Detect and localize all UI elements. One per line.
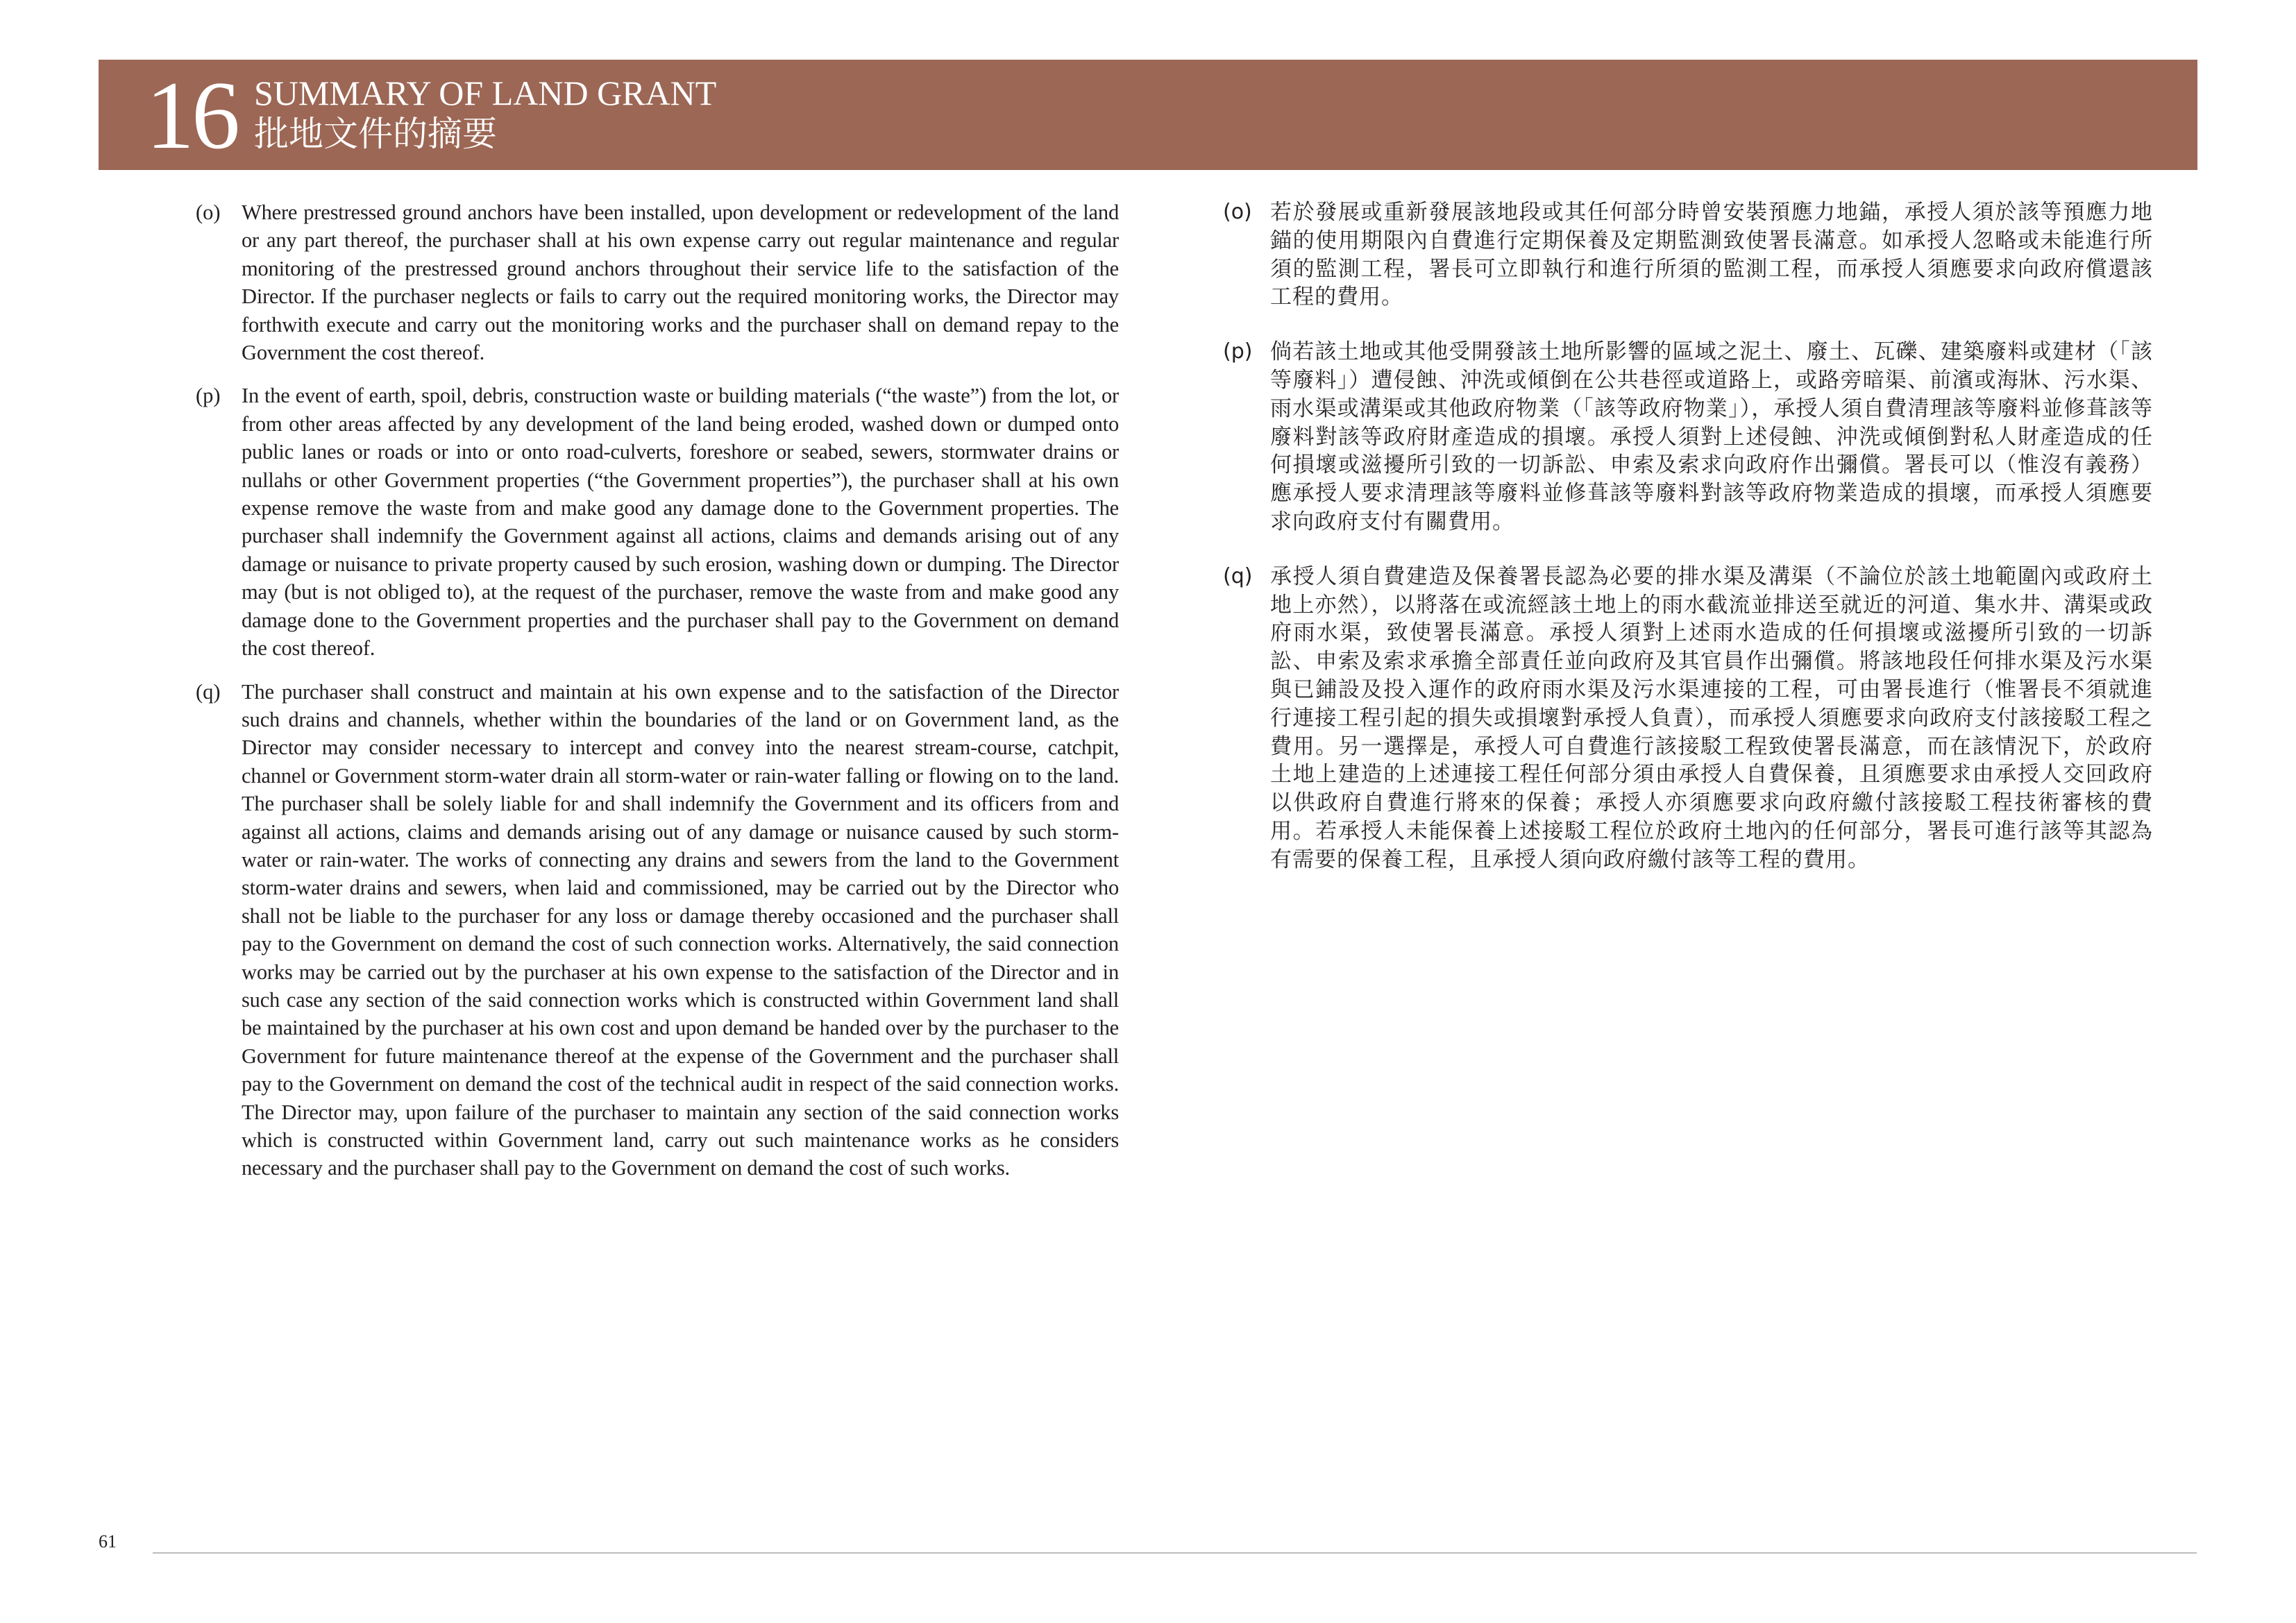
clause-marker: (q) — [1223, 563, 1253, 588]
clause-marker: (p) — [196, 384, 221, 408]
clause-text: 承授人須自費建造及保養署長認為必要的排水渠及溝渠（不論位於該土地範圍內或政府土地上亦然），以將落在或流經該土地上的雨水截流並排送至就近的河道、集水井、溝渠或政府雨水渠，致使署長滿意。承授人須對上述雨水造成的任何損壞或滋擾所引致的一切訴訟、申索及索求承擔全部責任並向政府及其官員作出彌償。將該地段任何排水渠及污水渠與已鋪設及投入運作的政府雨水渠及污水渠連接的工程，可由署長進行（惟署長不須就進行連接工程引起的損失或損壞對承授人負責），而承授人須應要求向政府支付該接駁工程之費用。另一選擇是，承授人可自費進行該接駁工程致使署長滿意，而在該情況下，於政府土地上建造的上述連接工程任何部分須由承授人自費保養，且須應要求由承授人交回政府以供政府自費進行將來的保養；承授人亦須應要求向政府繳付該接駁工程技術審核的費用。若承授人未能保養上述接駁工程位於政府土地內的任何部分，署長可進行該等其認為有需要的保養工程，且承授人須向政府繳付該等工程的費用。 — [1270, 563, 2153, 872]
section-number: 16 — [146, 62, 237, 169]
clause-text: In the event of earth, spoil, debris, construction waste or building materials (“the waste”) from the lot, or from other areas affected by any development of the land being eroded, washed down or dumped onto public lanes or roads or into or onto road-culverts, foreshore or seabed, sewers, stormwater drains or nullahs or other Government properties (“the Government properties”), the purchaser shall at his own expense remove the waste from and make good any damage done to the Government properties. The purchaser shall indemnify the Government against all actions, claims and demands arising out of any damage or nuisance to private property caused by such erosion, washing down or dumping. The Director may (but is not obliged to), at the request of the purchaser, remove the waste from and make good any damage done to the Government properties and the purchaser shall pay to the Government on demand the cost thereof. — [242, 384, 1119, 661]
page-number: 61 — [99, 1531, 117, 1552]
section-title-english: SUMMARY OF LAND GRANT — [254, 74, 717, 112]
clause-marker: (p) — [1223, 339, 1253, 364]
clause-text: 倘若該土地或其他受開發該土地所影響的區域之泥土、廢土、瓦礫、建築廢料或建材（「該等廢料」）遭侵蝕、沖洗或傾倒在公共巷徑或道路上，或路旁暗渠、前濱或海牀、污水渠、雨水渠或溝渠或其他政府物業（「該等政府物業」），承授人須自費清理該等廢料並修葺該等廢料對該等政府財產造成的損壞。承授人須對上述侵蝕、沖洗或傾倒對私人財產造成的任何損壞或滋擾所引致的一切訴訟、申索及索求向政府作出彌償。署長可以（惟沒有義務）應承授人要求清理該等廢料並修葺該等廢料對該等政府物業造成的損壞，而承授人須應要求向政府支付有關費用。 — [1270, 339, 2153, 534]
clause-o-chinese — [1223, 198, 2153, 312]
clause-p-chinese — [1223, 338, 2153, 536]
section-header-banner — [99, 60, 2197, 170]
footer-divider — [153, 1552, 2197, 1554]
section-title-chinese: 批地文件的摘要 — [254, 114, 497, 154]
clause-q-chinese — [1223, 563, 2153, 874]
chinese-column — [1223, 198, 2153, 901]
clause-marker: (q) — [196, 679, 221, 704]
clause-text: The purchaser shall construct and maintain at his own expense and to the satisfaction of the Director such drains and channels, whether within the boundaries of the land or on Government land, as the Director may consider necessary to intercept and convey into the nearest stream-course, catchpit, channel or Government storm-water drain all storm-water or rain-water falling or flowing on to the land. The purchaser shall be solely liable for and shall indemnify the Government and its officers from and against all actions, claims and demands arising out of any damage or nuisance caused by such storm-water or rain-water. The works of connecting any drains and sewers from the land to the Government storm-water drains and sewers, when laid and commissioned, may be carried out by the Director who shall not be liable to the purchaser for any loss or damage thereby occasioned and the purchaser shall pay to the Government on demand the cost of such connection works. Alternatively, the said connection works may be carried out by the purchaser at his own expense to the satisfaction of the Director and in such case any section of the said connection works which is constructed within Government land shall be maintained by the purchaser at his own cost and upon demand be handed over by the purchaser to the Government for future maintenance thereof at the expense of the Government and the purchaser shall pay to the Government on demand the cost of the technical audit in respect of the said connection works. The Director may, upon failure of the purchaser to maintain any section of the said connection works which is constructed within Government land, carry out such maintenance works as he considers necessary and the purchaser shall pay to the Government on demand the cost of such works. — [242, 679, 1119, 1180]
clause-text: Where prestressed ground anchors have been installed, upon development or redevelopment of the land or any part thereof, the purchaser shall at his own expense carry out regular maintenance and regular monitoring of the prestressed ground anchors throughout their service life to the satisfaction of the Director. If the purchaser neglects or fails to carry out the required monitoring works, the Director may forthwith execute and carry out the monitoring works and the purchaser shall on demand repay to the Government the cost thereof. — [242, 201, 1119, 365]
clause-marker: (o) — [1223, 200, 1252, 224]
clause-p-english — [196, 382, 1119, 662]
clause-q-english — [196, 678, 1119, 1182]
clause-o-english — [196, 198, 1119, 366]
clause-text: 若於發展或重新發展該地段或其任何部分時曾安裝預應力地錨，承授人須於該等預應力地錨的使用期限內自費進行定期保養及定期監測致使署長滿意。如承授人忽略或未能進行所須的監測工程，署長可立即執行和進行所須的監測工程，而承授人須應要求向政府償還該工程的費用。 — [1270, 200, 2153, 310]
clause-marker: (o) — [196, 201, 221, 224]
english-column — [196, 198, 1119, 1198]
